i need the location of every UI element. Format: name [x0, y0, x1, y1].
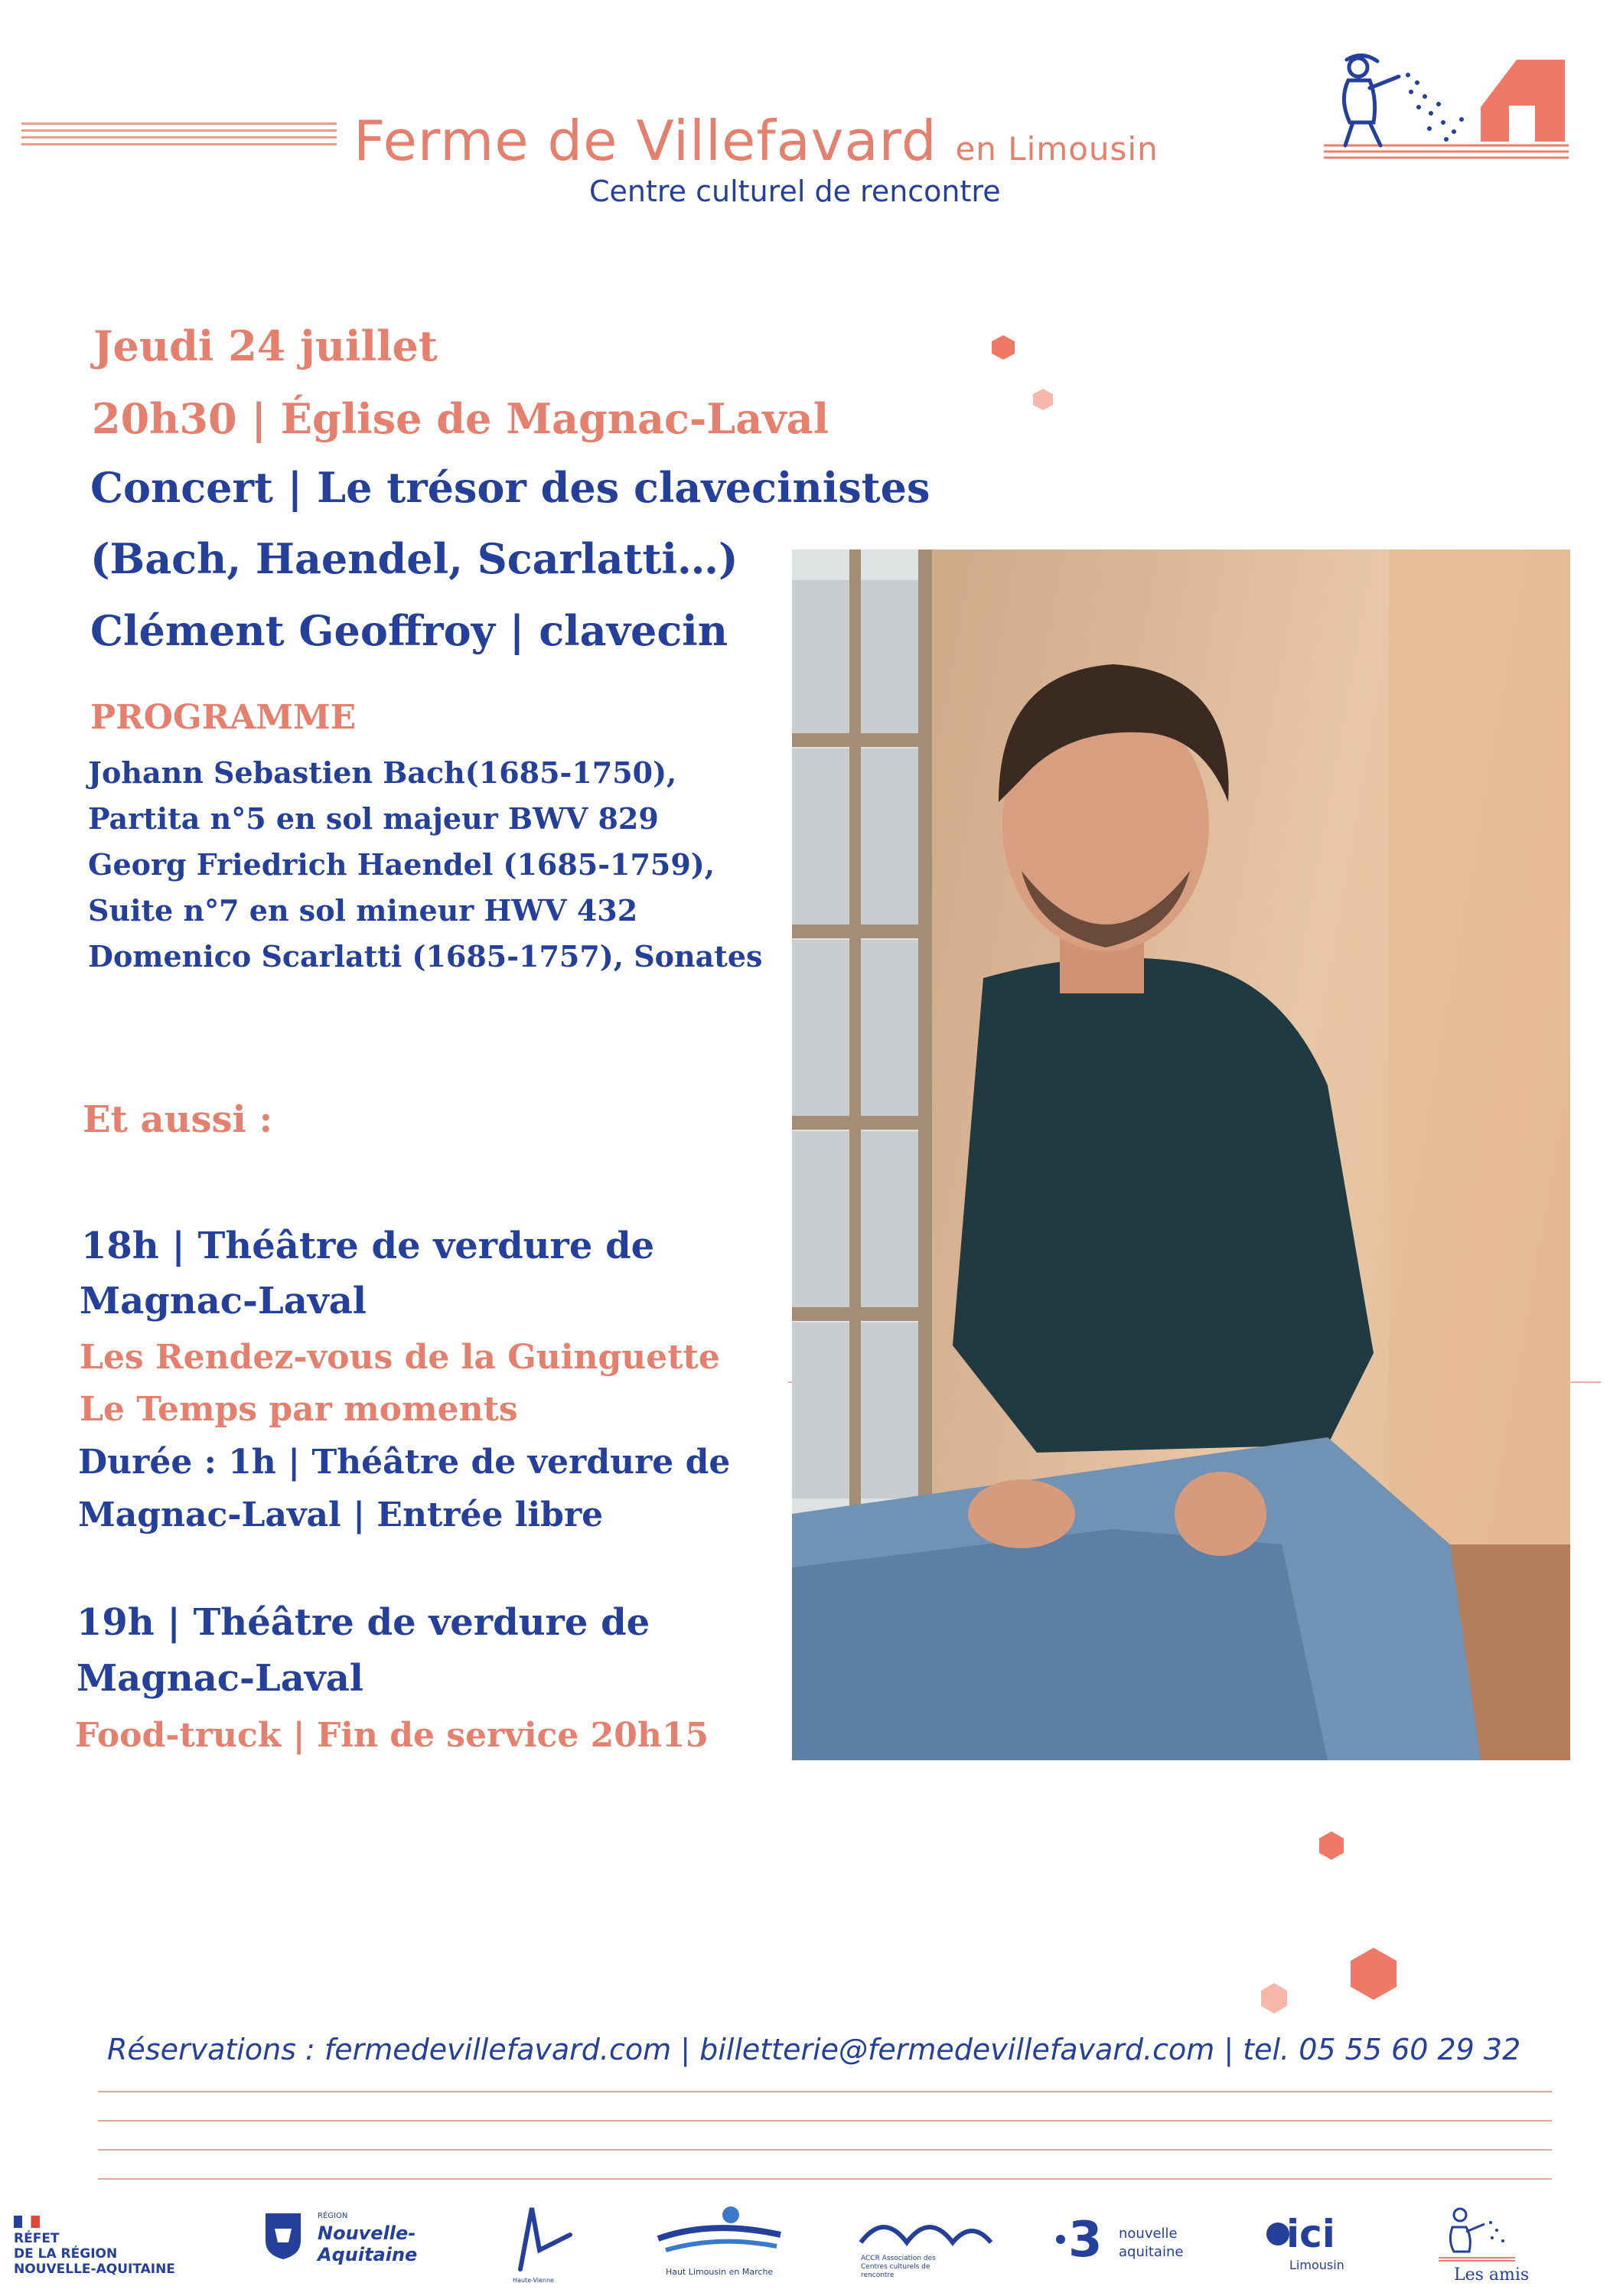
- performer-photo-illustration: [792, 550, 1570, 1760]
- les-amis-farmer-icon: [1439, 2204, 1515, 2262]
- villefavard-logo-icon: [1316, 46, 1576, 176]
- org-subtitle: Centre culturel de rencontre: [589, 174, 1001, 208]
- also-item1-place: Magnac-Laval: [80, 1280, 367, 1322]
- also-heading: Et aussi :: [83, 1098, 273, 1141]
- france3-dot-icon: [1056, 2235, 1065, 2244]
- event-title: Concert | Le trésor des clavecinistes: [90, 463, 930, 512]
- accr-icon: [857, 2212, 995, 2254]
- programme-line: Suite n°7 en sol mineur HWV 432: [88, 893, 638, 928]
- performer-photo: [792, 550, 1570, 1760]
- also-item2-time: 19h | Théâtre de verdure de: [77, 1601, 650, 1644]
- region-shield-icon: [264, 2212, 302, 2261]
- also-item2-place: Magnac-Laval: [77, 1657, 364, 1700]
- org-name: Ferme de Villefavard: [354, 109, 937, 173]
- reservations-info: Réservations : fermedevillefavard.com | billetterie@fermedevillefavard.com | tel. 05 55 60 29 32: [107, 2033, 1521, 2066]
- event-title-line2: (Bach, Haendel, Scarlatti…): [90, 534, 738, 583]
- footer-rule: [98, 2120, 1552, 2122]
- region-nouvelle-aquitaine-logo: RÉGION Nouvelle- Aquitaine: [264, 2212, 417, 2273]
- haute-vienne-logo: Haute-Vienne: [490, 2204, 589, 2288]
- also-item1-time: 18h | Théâtre de verdure de: [81, 1225, 655, 1267]
- also-item1-title: Les Rendez-vous de la Guinguette: [80, 1338, 720, 1377]
- footer-rule: [98, 2178, 1552, 2180]
- prefet-logo: RÉFET DE LA RÉGION NOUVELLE-AQUITAINE: [14, 2216, 175, 2277]
- also-item1-detail2: Magnac-Laval | Entrée libre: [78, 1495, 604, 1534]
- programme-heading: PROGRAMME: [90, 698, 357, 737]
- org-title: [354, 109, 1159, 173]
- org-region: en Limousin: [955, 130, 1159, 168]
- event-time-place: 20h30 | Église de Magnac-Laval: [92, 394, 829, 443]
- footer-rule: [98, 2149, 1552, 2151]
- header-rule-left: [21, 122, 337, 153]
- programme-list: [88, 750, 762, 980]
- les-amis-logo: Les amis: [1423, 2204, 1530, 2288]
- ici-limousin-logo: ici Limousin: [1266, 2212, 1374, 2273]
- france3-logo: 3 nouvelle aquitaine: [1056, 2212, 1194, 2273]
- programme-line: Domenico Scarlatti (1685-1757), Sonates: [88, 939, 763, 974]
- hexagon-decor-bottom: [1240, 1825, 1408, 2024]
- also-item1-detail: Durée : 1h | Théâtre de verdure de: [78, 1443, 731, 1482]
- footer-rule: [98, 2091, 1552, 2092]
- programme-line: Partita n°5 en sol majeur BWV 829: [88, 801, 659, 836]
- haut-limousin-logo: Haut Limousin en Marche: [650, 2204, 784, 2288]
- programme-line: Georg Friedrich Haendel (1685-1759),: [88, 847, 715, 882]
- haute-vienne-icon: [497, 2204, 574, 2273]
- hexagon-decor-top: [979, 329, 1071, 429]
- event-performer: Clément Geoffroy | clavecin: [90, 606, 728, 655]
- haut-limousin-icon: [650, 2204, 784, 2265]
- also-item1-subtitle: Le Temps par moments: [80, 1390, 518, 1429]
- event-date: Jeudi 24 juillet: [93, 321, 438, 370]
- accr-logo: ACCR Association des Centres culturels de rencontre: [857, 2212, 995, 2281]
- programme-line: Johann Sebastien Bach(1685-1750),: [88, 755, 677, 790]
- also-item2-detail: Food-truck | Fin de service 20h15: [75, 1716, 709, 1755]
